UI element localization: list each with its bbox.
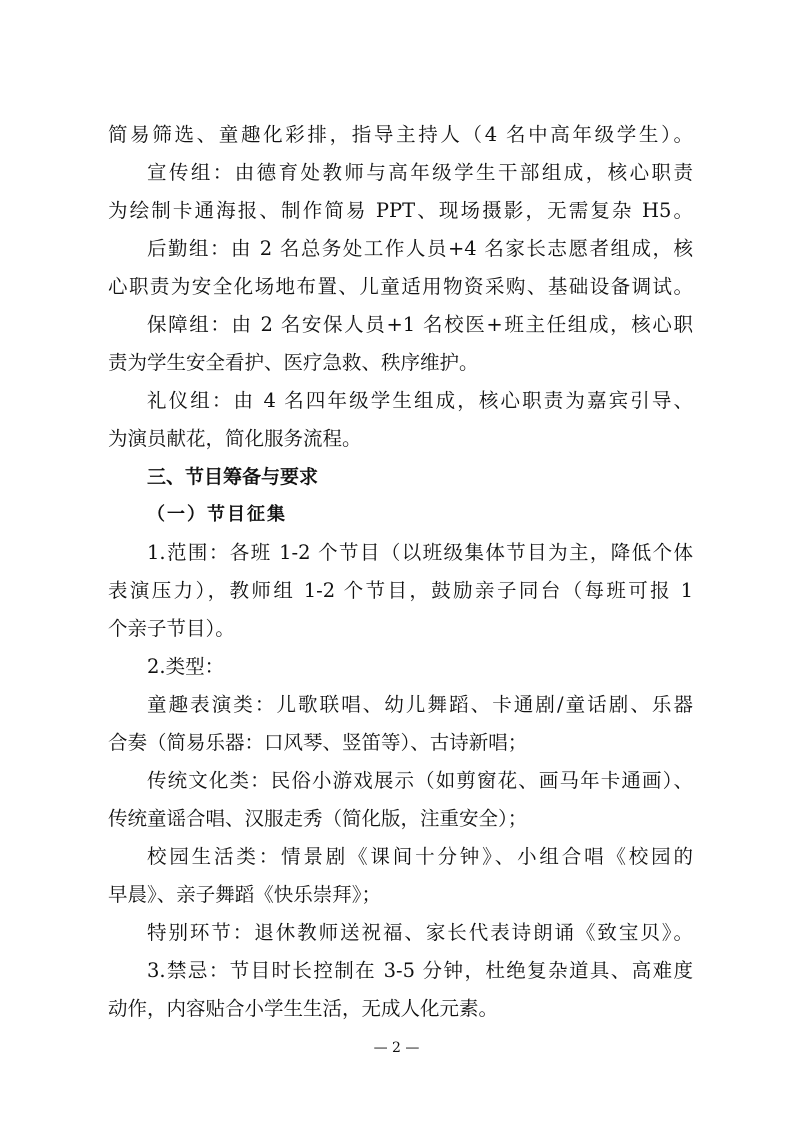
body-text-line: 特别环节：退休教师送祝福、家长代表诗朗诵《致宝贝》。: [147, 921, 693, 944]
body-text-line: 1.范围：各班 1-2 个节目（以班级集体节目为主，降低个体: [147, 541, 693, 564]
body-text-line: 传统文化类：民俗小游戏展示（如剪窗花、画马年卡通画）、: [147, 769, 693, 792]
subsection-heading: （一）节目征集: [147, 504, 287, 525]
body-text-line: 动作，内容贴合小学生生活，无成人化元素。: [108, 997, 499, 1020]
body-text-line: 3.禁忌：节目时长控制在 3-5 分钟，杜绝复杂道具、高难度: [147, 959, 693, 982]
body-text-line: 校园生活类：情景剧《课间十分钟》、小组合唱《校园的: [147, 845, 693, 868]
body-text-line: 责为学生安全看护、医疗急救、秩序维护。: [108, 351, 479, 374]
body-text-line: 简易筛选、童趣化彩排，指导主持人（4 名中高年级学生）。: [108, 123, 693, 146]
body-text-line: 心职责为安全化场地布置、儿童适用物资采购、基础设备调试。: [108, 275, 693, 298]
body-text-line: 表演压力），教师组 1-2 个节目，鼓励亲子同台（每班可报 1: [108, 579, 693, 602]
page-number: — 2 —: [373, 1040, 420, 1056]
body-text-line: 保障组：由 2 名安保人员+1 名校医+班主任组成，核心职: [147, 313, 693, 336]
body-text-line: 宣传组：由德育处教师与高年级学生干部组成，核心职责: [147, 161, 693, 184]
body-text-line: 为演员献花，简化服务流程。: [108, 427, 362, 450]
body-text-line: 2.类型：: [147, 655, 225, 678]
body-text-line: 为绘制卡通海报、制作简易 PPT、现场摄影，无需复杂 H5。: [108, 199, 693, 222]
body-text-line: 早晨》、亲子舞蹈《快乐崇拜》；: [108, 883, 382, 906]
body-text-line: 礼仪组：由 4 名四年级学生组成，核心职责为嘉宾引导、: [147, 389, 693, 412]
body-text-line: 后勤组：由 2 名总务处工作人员+4 名家长志愿者组成，核: [147, 237, 693, 260]
body-text-line: 传统童谣合唱、汉服走秀（简化版，注重安全）；: [108, 807, 528, 830]
body-text-line: 个亲子节目）。: [108, 617, 235, 640]
body-text-line: 童趣表演类：儿歌联唱、幼儿舞蹈、卡通剧/童话剧、乐器: [147, 693, 693, 716]
body-text-line: 合奏（简易乐器：口风琴、竖笛等）、古诗新唱；: [108, 731, 528, 754]
section-heading: 三、节目筹备与要求: [147, 466, 319, 488]
